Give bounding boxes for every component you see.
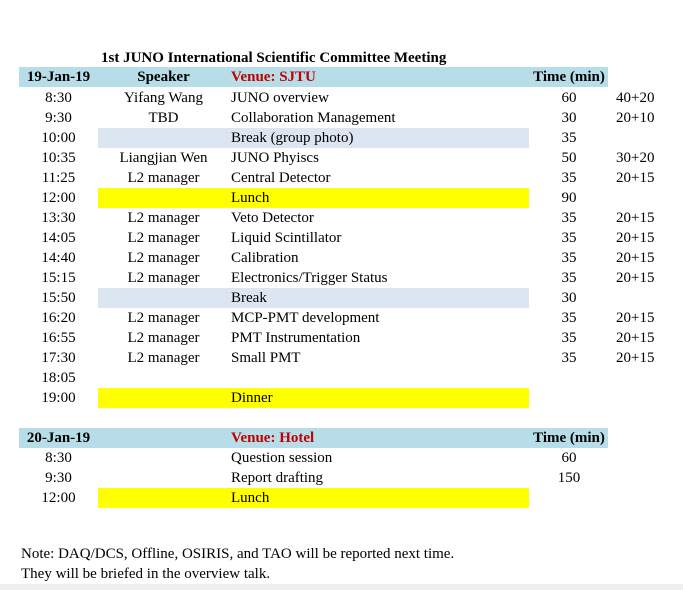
row-speaker: L2 manager	[127, 210, 200, 226]
day1-venue: Venue: SJTU	[231, 69, 316, 85]
schedule-row	[0, 268, 683, 288]
row-split: 20+15	[616, 210, 655, 226]
row-minutes: 30	[561, 290, 577, 306]
row-time: 8:30	[45, 90, 72, 106]
schedule-row	[0, 308, 683, 328]
row-time: 14:40	[41, 250, 76, 266]
row-time: 17:30	[41, 350, 76, 366]
schedule-row	[0, 348, 683, 368]
row-speaker: L2 manager	[127, 230, 200, 246]
row-title: Break (group photo)	[231, 130, 354, 146]
row-minutes: 150	[557, 470, 581, 486]
row-speaker: TBD	[148, 110, 179, 126]
row-time: 10:35	[41, 150, 76, 166]
row-title: Question session	[231, 450, 333, 466]
row-minutes: 30	[561, 110, 577, 126]
day1-header-row	[0, 67, 683, 87]
row-title: Liquid Scintillator	[231, 230, 342, 246]
row-title: JUNO overview	[231, 90, 329, 106]
day2-venue: Venue: Hotel	[231, 430, 315, 446]
break-row	[0, 288, 683, 308]
row-time: 11:25	[41, 170, 76, 186]
row-minutes: 35	[561, 130, 577, 146]
row-title: Lunch	[231, 490, 270, 506]
row-split: 20+15	[616, 350, 655, 366]
row-minutes: 50	[561, 150, 577, 166]
row-minutes: 60	[561, 90, 577, 106]
schedule-row	[0, 468, 683, 488]
row-time: 8:30	[45, 450, 72, 466]
row-speaker: L2 manager	[127, 310, 200, 326]
row-split: 20+15	[616, 310, 655, 326]
row-title: MCP-PMT development	[231, 310, 380, 326]
row-time: 16:55	[41, 330, 76, 346]
schedule-row	[0, 108, 683, 128]
row-minutes: 35	[561, 350, 577, 366]
row-speaker: L2 manager	[127, 270, 200, 286]
row-split: 20+15	[616, 270, 655, 286]
meal-highlight	[98, 388, 529, 408]
schedule-row	[0, 148, 683, 168]
schedule-row	[0, 328, 683, 348]
schedule-row	[0, 368, 683, 388]
schedule-row	[0, 208, 683, 228]
row-minutes: 35	[561, 210, 577, 226]
schedule-row	[0, 88, 683, 108]
row-speaker: L2 manager	[127, 170, 200, 186]
meal-row	[0, 188, 683, 208]
row-title: Lunch	[231, 190, 270, 206]
row-minutes: 90	[561, 190, 577, 206]
time-column-header: Time (min)	[533, 430, 605, 446]
break-highlight	[98, 288, 529, 308]
row-split: 20+15	[616, 230, 655, 246]
row-speaker: L2 manager	[127, 330, 200, 346]
row-title: Small PMT	[231, 350, 301, 366]
schedule-row	[0, 448, 683, 468]
row-split: 20+15	[616, 170, 655, 186]
row-speaker: L2 manager	[127, 250, 200, 266]
schedule-row	[0, 168, 683, 188]
row-speaker: Liangjian Wen	[119, 150, 208, 166]
row-time: 15:50	[41, 290, 76, 306]
row-minutes: 35	[561, 330, 577, 346]
row-split: 40+20	[616, 90, 655, 106]
row-time: 13:30	[41, 210, 76, 226]
row-title: Calibration	[231, 250, 299, 266]
row-time: 18:05	[41, 370, 76, 386]
row-title: PMT Instrumentation	[231, 330, 361, 346]
row-time: 14:05	[41, 230, 76, 246]
row-minutes: 35	[561, 310, 577, 326]
row-time: 16:20	[41, 310, 76, 326]
row-time: 19:00	[41, 390, 76, 406]
row-time: 12:00	[41, 190, 76, 206]
row-minutes: 35	[561, 230, 577, 246]
row-title: JUNO Phyiscs	[231, 150, 319, 166]
row-split: 20+15	[616, 250, 655, 266]
row-minutes: 35	[561, 270, 577, 286]
row-time: 9:30	[45, 110, 72, 126]
row-split: 20+15	[616, 330, 655, 346]
row-title: Central Detector	[231, 170, 331, 186]
row-time: 12:00	[41, 490, 76, 506]
row-time: 9:30	[45, 470, 72, 486]
meal-highlight	[98, 488, 529, 508]
row-speaker: Yifang Wang	[124, 90, 203, 106]
row-minutes: 35	[561, 170, 577, 186]
schedule-row	[0, 228, 683, 248]
day2-header-row	[0, 428, 683, 448]
note-line: They will be briefed in the overview talk.	[21, 566, 271, 582]
day2-date: 20-Jan-19	[26, 430, 91, 446]
row-time: 10:00	[41, 130, 76, 146]
meal-row	[0, 388, 683, 408]
row-split: 30+20	[616, 150, 655, 166]
time-column-header: Time (min)	[533, 69, 605, 85]
row-time: 15:15	[41, 270, 76, 286]
row-minutes: 35	[561, 250, 577, 266]
row-title: Dinner	[231, 390, 273, 406]
break-row	[0, 128, 683, 148]
row-title: Veto Detector	[231, 210, 314, 226]
meal-highlight	[98, 188, 529, 208]
bottom-strip	[0, 584, 683, 590]
row-title: Break	[231, 290, 267, 306]
schedule-row	[0, 248, 683, 268]
note-line: Note: DAQ/DCS, Offline, OSIRIS, and TAO will be reported next time.	[21, 546, 455, 562]
meeting-title: 1st JUNO International Scientific Committee Meeting	[101, 50, 447, 66]
day1-date: 19-Jan-19	[26, 69, 91, 85]
row-title: Electronics/Trigger Status	[231, 270, 388, 286]
row-title: Collaboration Management	[231, 110, 396, 126]
row-split: 20+10	[616, 110, 655, 126]
row-minutes: 60	[561, 450, 577, 466]
meal-row	[0, 488, 683, 508]
row-title: Report drafting	[231, 470, 324, 486]
speaker-column-header: Speaker	[137, 69, 190, 85]
row-speaker: L2 manager	[127, 350, 200, 366]
